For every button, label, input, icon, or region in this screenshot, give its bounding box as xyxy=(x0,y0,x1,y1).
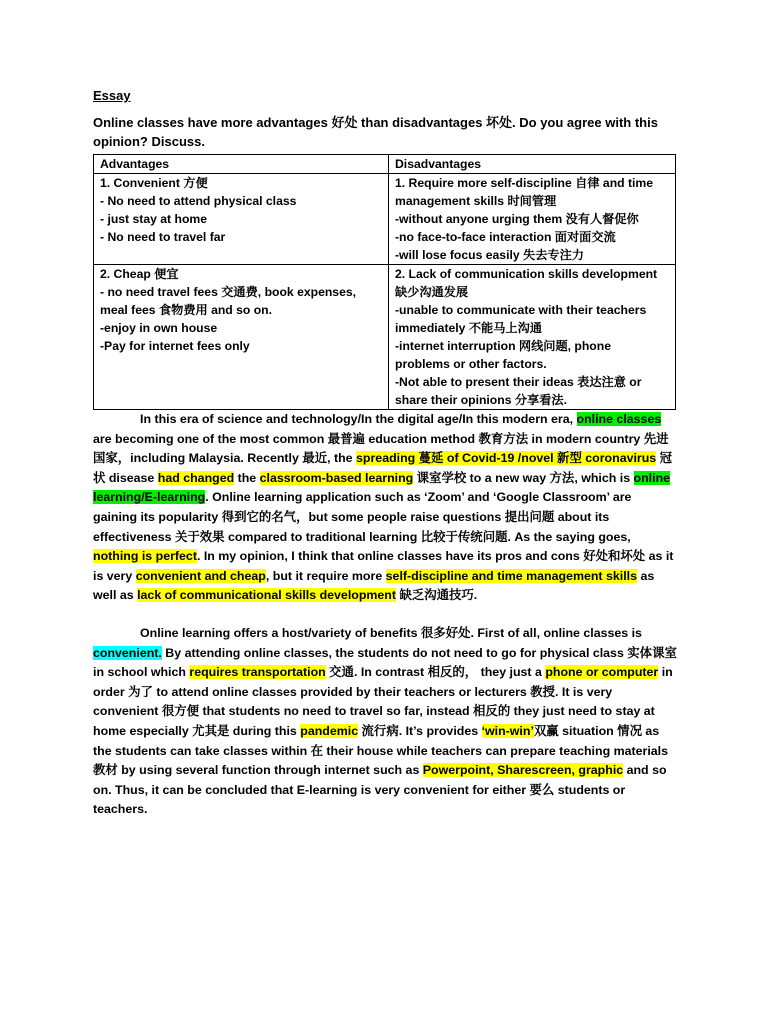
paragraph-text: Online learning offers a host/variety of benefits 很多好处. First of all, online classes is xyxy=(140,625,642,640)
list-item: -Not able to present their ideas 表达注意 or share their opinions 分享看法. xyxy=(395,375,642,407)
advantages-header: Advantages xyxy=(94,155,389,174)
highlighted-text: convenient and cheap xyxy=(135,568,266,583)
highlighted-text: phone or computer xyxy=(545,665,659,680)
list-item: - no need travel fees 交通费, book expenses, meal fees 食物费用 and so on. xyxy=(100,285,357,317)
highlighted-text: had changed xyxy=(157,470,235,485)
disadvantages-cell xyxy=(389,265,676,410)
highlighted-text: ‘win-win’ xyxy=(481,723,534,738)
list-item: -unable to communicate with their teachers immediately 不能马上沟通 xyxy=(395,303,647,335)
list-item: 2. Lack of communication skills development 缺少沟通发展 xyxy=(395,267,658,299)
highlighted-text: classroom-based learning xyxy=(259,470,414,485)
paragraph-text: 流行病. It’s provides xyxy=(358,723,482,738)
paragraph-text: . In my opinion, I think that online classes have its pros and cons 好处和坏处 as it is very xyxy=(93,549,674,583)
essay-page xyxy=(93,88,677,820)
paragraph-text: 课室学校 to a new way 方法, which is xyxy=(413,470,634,485)
highlighted-text: requires transportation xyxy=(189,665,326,680)
paragraph-text: and so on. Thus, it can be concluded that E-learning is very convenient for either 要么 students or teachers. xyxy=(93,763,667,817)
paragraph-text: 冠状 disease xyxy=(93,451,673,485)
paragraph-text: In this era of science and technology/In the digital age/In this modern era, xyxy=(140,412,577,426)
paragraph-text: , but it require more xyxy=(265,568,386,583)
table-row xyxy=(94,265,676,410)
intro-paragraph xyxy=(93,410,677,606)
paragraph-text: 交通. In contrast 相反的， they just a xyxy=(325,665,546,680)
paragraph-text: are becoming one of the most common 最普遍 education method 教育方法 in modern country 先进国家，including Malaysia. Recently 最近, the xyxy=(93,431,669,466)
list-item: -Pay for internet fees only xyxy=(100,339,250,353)
highlighted-text: online classes xyxy=(576,412,662,426)
paragraph-text: in order 为了 to attend online classes provided by their teachers or lecturers 教授. It is very convenient 很方便 that students no need to travel so far, instead 相反的 they just need to stay at home especially 尤其是 during this xyxy=(93,665,673,738)
list-item: -enjoy in own house xyxy=(100,321,218,335)
table-row xyxy=(94,174,676,265)
disadvantages-cell xyxy=(389,174,676,265)
highlighted-text: lack of communicational skills development xyxy=(137,588,396,603)
list-item: 2. Cheap 便宜 xyxy=(100,267,179,281)
highlighted-text: convenient. xyxy=(93,645,162,660)
table-header-row xyxy=(94,155,676,174)
highlighted-text: online learning/E-learning xyxy=(93,470,671,505)
body-paragraph xyxy=(93,624,677,820)
list-item: -no face-to-face interaction 面对面交流 xyxy=(395,230,616,244)
advantages-cell xyxy=(94,265,389,410)
essay-heading: Essay xyxy=(93,88,131,103)
list-item: - No need to travel far xyxy=(100,230,226,244)
disadvantages-header: Disadvantages xyxy=(389,155,676,174)
paragraph-text: the xyxy=(234,470,260,485)
highlighted-text: spreading 蔓延 of Covid-19 /novel 新型 coronavirus xyxy=(356,451,657,466)
list-item: -will lose focus easily 失去专注力 xyxy=(395,248,584,262)
paragraph-text: By attending online classes, the students do not need to go for physical class 实体课室 in school which xyxy=(93,645,677,680)
advantages-cell xyxy=(94,174,389,265)
highlighted-text: self-discipline and time management skills xyxy=(385,568,637,583)
list-item: 1. Require more self-discipline 自律 and time management skills 时间管理 xyxy=(395,176,654,208)
list-item: -internet interruption 网线问题, phone problems or other factors. xyxy=(395,339,611,371)
list-item: -without anyone urging them 没有人督促你 xyxy=(395,212,639,226)
paragraph-text: as well as xyxy=(93,568,655,603)
list-item: 1. Convenient 方便 xyxy=(100,176,208,190)
highlighted-text: pandemic xyxy=(300,723,359,738)
highlighted-text: Powerpoint, Sharescreen, graphic xyxy=(422,763,624,778)
paragraph-text: 双赢 situation 情况 as the students can take classes within 在 their house while teachers can prepare teaching materials 教材 by using several function through internet such as xyxy=(93,723,668,778)
essay-question: Online classes have more advantages 好处 than disadvantages 坏处. Do you agree with this opinion? Discuss. xyxy=(93,115,658,149)
paragraph-text: 缺乏沟通技巧. xyxy=(396,588,478,603)
list-item: - No need to attend physical class xyxy=(100,194,297,208)
pros-cons-table xyxy=(93,154,676,410)
highlighted-text: nothing is perfect xyxy=(93,549,197,564)
list-item: - just stay at home xyxy=(100,212,208,226)
paragraph-text: . Online learning application such as ‘Zoom’ and ‘Google Classroom’ are gaining its popularity 得到它的名气，but some people raise questions 提出问题 about its effectiveness 关于效果 compared to traditional learning 比较于传统问题. As the saying goes, xyxy=(93,490,632,544)
